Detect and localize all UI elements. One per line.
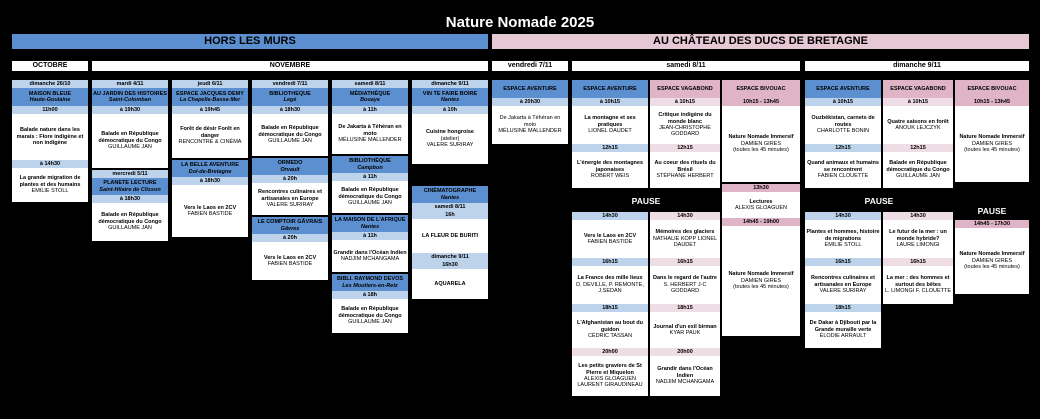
event-card[interactable] bbox=[883, 220, 953, 258]
event-title: Grandir dans l'Océan Indien bbox=[657, 366, 713, 379]
time-slot: à 10h bbox=[412, 106, 488, 114]
venue-name: LA MAISON DE L'AFRIQUE bbox=[334, 217, 406, 224]
event-card[interactable] bbox=[650, 220, 720, 258]
event-speaker: CÉDRIC TASSAN bbox=[587, 333, 633, 340]
event-title: Mémoires des glaciers bbox=[655, 229, 715, 236]
time-slot: à 10h15 bbox=[883, 98, 953, 106]
time-slot: à 10h15 bbox=[650, 98, 720, 106]
event-title: De Jakarta à Téhéran en moto bbox=[338, 124, 402, 137]
event-title: Ouzbékistan, carnets de routes bbox=[811, 115, 875, 128]
event-card[interactable] bbox=[252, 114, 328, 156]
time-slot: à 18h30 bbox=[172, 177, 248, 185]
venue-place: Haute-Goulaine bbox=[29, 97, 71, 103]
venue-place: Dol-de-Bretagne bbox=[188, 168, 232, 175]
event-card[interactable] bbox=[572, 152, 648, 188]
day-label: dimanche 26/10 bbox=[12, 80, 88, 88]
band-chateau: AU CHÂTEAU DES DUCS DE BRETAGNE bbox=[492, 34, 1029, 49]
column-sun-aventure-pm bbox=[805, 212, 881, 348]
event-speaker: ROBERT WEIS bbox=[590, 173, 630, 180]
venue-block: ESPACE BIVOUAC bbox=[955, 80, 1029, 98]
event-title: Balade en République démocratique du Congo bbox=[98, 131, 162, 144]
event-title: Balade en République démocratique du Congo bbox=[338, 306, 402, 319]
event-card[interactable] bbox=[252, 242, 328, 280]
venue-block bbox=[332, 156, 408, 173]
venue-block: ESPACE VAGABOND bbox=[883, 80, 953, 98]
event-title: L'énergie des montagnes japonaises bbox=[576, 160, 644, 173]
column-chateau-friday bbox=[492, 80, 568, 144]
event-speaker: NATHALIE KOPP LIONEL DAUDET bbox=[652, 235, 718, 249]
column-sat-vagabond bbox=[650, 80, 720, 188]
time-slot: à 10h15 bbox=[572, 98, 648, 106]
venue-name: ESPACE JACQUES DEMY bbox=[176, 90, 244, 97]
event-card[interactable] bbox=[252, 183, 328, 215]
event-card[interactable] bbox=[332, 299, 408, 333]
event-card[interactable] bbox=[172, 114, 248, 158]
day-label: dimanche 9/11 bbox=[412, 253, 488, 261]
event-title: Le futur de la mer : un monde hybride? bbox=[889, 229, 947, 242]
time-slot: 10h15 - 13h45 bbox=[722, 98, 800, 106]
event-title: LA FLEUR DE BURITI bbox=[421, 232, 478, 239]
event-card[interactable] bbox=[650, 152, 720, 188]
time-slot: 20h00 bbox=[650, 348, 720, 356]
event-speaker: ÉLODIE ARRAULT bbox=[819, 333, 867, 340]
venue-name: PLANETE LECTURE bbox=[103, 180, 157, 187]
venue-name: LA BELLE AVENTURE bbox=[181, 162, 239, 169]
event-title: Forêt de désir Forêt en danger bbox=[180, 126, 240, 139]
event-title: Rencontres culinaires et artisanales en Europe bbox=[258, 189, 322, 202]
venue-block bbox=[252, 217, 328, 234]
column-sunday bbox=[412, 80, 488, 299]
event-title: La mer : des hommes et surtout des bêtes bbox=[886, 275, 950, 288]
venue-block bbox=[172, 88, 248, 106]
column-sun-aventure bbox=[805, 80, 881, 188]
event-speaker: D. DEVILLE, P. REMONTE, J.SEDAN bbox=[576, 281, 644, 295]
time-slot: 16h15 bbox=[572, 258, 648, 266]
time-slot: 18h15 bbox=[650, 304, 720, 312]
event-title: Cuisine hongroise bbox=[426, 129, 474, 136]
venue-block bbox=[412, 88, 488, 106]
venue-block: ESPACE BIVOUAC bbox=[722, 80, 800, 98]
event-speaker: LAURE LIMONGI bbox=[896, 242, 940, 249]
day-label: jeudi 6/11 bbox=[172, 80, 248, 88]
venue-place: Campbon bbox=[357, 164, 383, 171]
event-speaker: FABIEN BASTIDE bbox=[187, 211, 233, 217]
column-sat-aventure bbox=[572, 80, 648, 188]
header-samedi: samedi 8/11 bbox=[572, 61, 800, 71]
day-label: vendredi 7/11 bbox=[252, 80, 328, 88]
time-slot: 14h45 - 19h00 bbox=[722, 218, 800, 226]
time-slot: à 20h30 bbox=[492, 98, 568, 106]
event-title: AQUARELA bbox=[434, 280, 466, 287]
event-speaker: VALERE SURIRAY bbox=[266, 202, 314, 209]
event-title: Les petits graviers de St Pierre et Miquelon bbox=[578, 363, 642, 376]
column-sat-vagabond-pm bbox=[650, 212, 720, 396]
event-speaker: GUILLAUME JAN bbox=[268, 138, 312, 145]
page-title: Nature Nomade 2025 bbox=[445, 14, 595, 31]
venue-place: Nantes bbox=[360, 223, 380, 230]
time-slot: 16h15 bbox=[805, 258, 881, 266]
event-title: Dans le regard de l'autre bbox=[653, 275, 717, 282]
time-slot: à 18h30 bbox=[252, 106, 328, 114]
time-slot: à 11h bbox=[332, 173, 408, 181]
event-card[interactable] bbox=[412, 219, 488, 253]
time-slot: à 11h bbox=[332, 106, 408, 114]
event-card[interactable] bbox=[805, 106, 881, 144]
venue-name: VIN TE FAIRE BOIRE bbox=[422, 90, 478, 97]
event-speaker: NADJIM MCHANGAMA bbox=[340, 256, 400, 262]
venue-block: ESPACE AVENTURE bbox=[805, 80, 881, 98]
event-title: Nature Nomade Immersif bbox=[728, 134, 794, 141]
event-speaker: VALERE SURIRAY bbox=[819, 288, 867, 295]
event-card[interactable] bbox=[650, 356, 720, 396]
event-speaker: RENCONTRE & CINÉMA bbox=[178, 139, 242, 146]
event-title: De Dakar à Djibouti par la Grande muraille verte bbox=[809, 320, 877, 333]
venue-block bbox=[92, 178, 168, 195]
event-card[interactable] bbox=[172, 185, 248, 237]
column-friday bbox=[252, 80, 328, 280]
event-card[interactable] bbox=[805, 220, 881, 258]
header-octobre: OCTOBRE bbox=[12, 61, 88, 71]
event-speaker: DAMIEN GIRES bbox=[740, 277, 782, 284]
event-card[interactable] bbox=[12, 114, 88, 160]
event-title: La montagne et ses pratiques bbox=[584, 115, 636, 128]
venue-name: BIBLIOTHÈQUE bbox=[349, 158, 391, 165]
event-card[interactable] bbox=[883, 266, 953, 304]
time-slot: 14h30 bbox=[883, 212, 953, 220]
venue-block bbox=[252, 88, 328, 106]
column-sun-vagabond-pm bbox=[883, 212, 953, 304]
event-speaker: FABIEN BASTIDE bbox=[267, 261, 313, 267]
event-card[interactable] bbox=[412, 114, 488, 164]
event-note: (toutes les 45 minutes) bbox=[964, 147, 1020, 154]
time-slot: à 18h bbox=[332, 291, 408, 299]
event-title: Nature Nomade Immersif bbox=[959, 134, 1025, 141]
event-speaker: LIONEL DAUDET bbox=[588, 128, 632, 135]
venue-place: Gâvres bbox=[280, 225, 300, 232]
time-slot: 14h45 - 17h30 bbox=[955, 220, 1029, 228]
time-slot: 12h15 bbox=[805, 144, 881, 152]
event-card[interactable] bbox=[722, 192, 800, 218]
event-title: Grandir dans l'Océan Indien bbox=[333, 249, 407, 256]
event-title: Vers le Laos en 2CV bbox=[183, 204, 237, 211]
event-card[interactable] bbox=[955, 106, 1029, 182]
event-title: Balade en République démocratique du Congo bbox=[338, 187, 402, 200]
event-speaker: MÉLUSINE MALLENDER bbox=[498, 128, 562, 135]
venue-block bbox=[412, 186, 488, 203]
venue-place: Bouaye bbox=[360, 97, 380, 103]
event-card[interactable] bbox=[650, 312, 720, 348]
day-label: samedi 8/11 bbox=[332, 80, 408, 88]
venue-block bbox=[172, 160, 248, 177]
event-speaker: CHARLOTTE BONIN bbox=[816, 128, 870, 135]
column-sat-aventure-pm bbox=[572, 212, 648, 396]
event-title: Au coeur des rituels du Brésil bbox=[654, 160, 716, 173]
event-card[interactable] bbox=[572, 356, 648, 396]
time-slot: à 19h45 bbox=[172, 106, 248, 114]
time-slot: 18h15 bbox=[805, 304, 881, 312]
event-title: Quand animaux et humains se rencontrent bbox=[807, 160, 879, 173]
event-title: Nature Nomade Immersif bbox=[959, 251, 1025, 258]
venue-block: ESPACE AVENTURE bbox=[492, 80, 568, 98]
pause-label-sunday-bivouac: PAUSE bbox=[977, 206, 1007, 216]
venue-place: Saint-Hilaire de Clisson bbox=[99, 186, 161, 193]
header-vendredi: vendredi 7/11 bbox=[492, 61, 568, 71]
event-card[interactable] bbox=[92, 203, 168, 241]
venue-place: Saint-Colomban bbox=[108, 97, 152, 103]
column-tuesday bbox=[92, 80, 168, 241]
venue-name: MAISON BLEUE bbox=[28, 90, 72, 97]
venue-block bbox=[332, 88, 408, 106]
time-slot: 14h30 bbox=[805, 212, 881, 220]
event-speaker: JEAN-CHRISTOPHE GODDARD bbox=[659, 125, 711, 138]
venue-place: La Chapelle-Basse-Mer bbox=[179, 97, 241, 103]
event-subtitle: (atelier) bbox=[440, 135, 460, 142]
event-speaker: FABIEN BASTIDE bbox=[587, 239, 633, 245]
time-slot: 12h15 bbox=[650, 144, 720, 152]
event-speaker: GUILLAUME JAN bbox=[348, 319, 392, 326]
venue-block: ESPACE VAGABOND bbox=[650, 80, 720, 98]
event-title: Rencontres culinaires et artisanales en Europe bbox=[811, 275, 875, 288]
event-title: Critique indigène du monde blanc bbox=[658, 112, 712, 125]
day-label: mercredi 5/11 bbox=[92, 170, 168, 178]
event-speaker: GUILLAUME JAN bbox=[108, 225, 152, 232]
venue-place: Les Moutiers-en-Retz bbox=[342, 282, 398, 289]
pause-label-sunday: PAUSE bbox=[864, 196, 894, 206]
column-october bbox=[12, 80, 88, 202]
event-title: Quatre saisons en forêt bbox=[887, 118, 949, 125]
time-slot: à 18h30 bbox=[92, 195, 168, 203]
venue-place: Legé bbox=[283, 97, 297, 103]
event-title: Balade en République démocratique du Congo bbox=[886, 160, 950, 173]
day-label: dimanche 9/11 bbox=[412, 80, 488, 88]
venue-name: ORMEDO bbox=[277, 160, 303, 167]
event-card[interactable] bbox=[492, 106, 568, 144]
event-speaker: NADJIM MCHANGAMA bbox=[655, 379, 715, 386]
event-card[interactable] bbox=[572, 266, 648, 304]
venue-block bbox=[12, 88, 88, 106]
venue-place: Nantes bbox=[440, 97, 460, 103]
event-speaker: FABIEN CLOUETTE bbox=[817, 173, 869, 180]
event-card[interactable] bbox=[332, 114, 408, 154]
time-slot: 18h15 bbox=[572, 304, 648, 312]
event-card[interactable] bbox=[650, 106, 720, 144]
event-speaker: L. LIMONGI F. CLOUETTE bbox=[884, 288, 951, 295]
event-title: Vers le Laos en 2CV bbox=[583, 232, 637, 239]
time-slot: 13h30 bbox=[722, 184, 800, 192]
venue-name: MÉDIATHÈQUE bbox=[349, 90, 391, 97]
time-slot: 16h15 bbox=[883, 258, 953, 266]
event-speaker: DAMIEN GIRES bbox=[971, 140, 1013, 147]
venue-block bbox=[332, 274, 408, 291]
event-card[interactable] bbox=[805, 152, 881, 188]
event-card[interactable] bbox=[722, 106, 800, 182]
venue-place: Nantes bbox=[440, 194, 460, 201]
time-slot: à 20h bbox=[252, 234, 328, 242]
event-speaker: ALEXIS GLOAGUEN bbox=[735, 205, 787, 211]
time-slot: 20h00 bbox=[572, 348, 648, 356]
time-slot: 16h15 bbox=[650, 258, 720, 266]
time-slot: 14h30 bbox=[650, 212, 720, 220]
event-title: Nature Nomade Immersif bbox=[728, 271, 794, 278]
event-card[interactable] bbox=[572, 220, 648, 258]
event-speaker: EMILIE STOLL bbox=[31, 188, 69, 195]
venue-name: LE COMPTOIR GÂVRAIS bbox=[257, 219, 323, 226]
time-slot: 14h30 bbox=[572, 212, 648, 220]
venue-block bbox=[92, 88, 168, 106]
event-speaker: KYAR PAUK bbox=[669, 330, 701, 336]
event-note: (toutes les 45 minutes) bbox=[733, 284, 789, 291]
event-title: La France des mille lieux bbox=[577, 275, 643, 282]
column-sun-vagabond bbox=[883, 80, 953, 188]
event-speaker: ALEXIS GLOAGUEN LAURENT GIRAUDINEAU bbox=[577, 376, 643, 389]
event-title: Plantes et hommes, histoire de migrations bbox=[806, 229, 880, 242]
event-card[interactable] bbox=[412, 269, 488, 299]
venue-name: CINÉMATOGRAPHE bbox=[423, 188, 477, 195]
header-novembre: NOVEMBRE bbox=[92, 61, 488, 71]
event-card[interactable] bbox=[332, 240, 408, 272]
event-title: Lectures bbox=[749, 198, 773, 205]
venue-block bbox=[332, 215, 408, 232]
event-card[interactable] bbox=[92, 114, 168, 168]
event-speaker: GUILLAUME JAN bbox=[348, 200, 392, 207]
header-dimanche: dimanche 9/11 bbox=[805, 61, 1029, 71]
event-title: La grande migration de plantes et des humains bbox=[19, 175, 81, 188]
time-slot: à 14h30 bbox=[12, 160, 88, 168]
event-speaker: STÉPHANE HERBERT bbox=[656, 173, 714, 180]
event-title: Balade en République démocratique du Congo bbox=[98, 212, 162, 225]
event-card[interactable] bbox=[650, 266, 720, 304]
column-saturday bbox=[332, 80, 408, 333]
event-card[interactable] bbox=[955, 228, 1029, 294]
event-speaker: MÉLUSINE MALLENDER bbox=[338, 137, 402, 144]
time-slot: 11h00 bbox=[12, 106, 88, 114]
event-card[interactable] bbox=[572, 312, 648, 348]
column-sun-bivouac bbox=[955, 80, 1029, 182]
event-speaker: ANOUK LEJCZYK bbox=[895, 125, 941, 131]
column-sun-bivouac-pm bbox=[955, 220, 1029, 294]
venue-block: ESPACE AVENTURE bbox=[572, 80, 648, 98]
event-speaker: VALERE SURIRAY bbox=[426, 142, 474, 149]
event-note: (toutes les 45 minutes) bbox=[964, 264, 1020, 271]
venue-name: AU JARDIN DES HISTOIRES bbox=[93, 90, 167, 97]
event-speaker: DAMIEN GIRES bbox=[971, 257, 1013, 264]
time-slot: à 20h bbox=[252, 175, 328, 183]
time-slot: à 19h30 bbox=[92, 106, 168, 114]
event-card[interactable] bbox=[332, 181, 408, 213]
event-speaker: S. HERBERT J-C GODDARD bbox=[663, 281, 707, 295]
band-hors-les-murs: HORS LES MURS bbox=[12, 34, 488, 49]
event-speaker: EMILIE STOLL bbox=[824, 242, 862, 249]
event-card[interactable] bbox=[12, 168, 88, 202]
event-speaker: GUILLAUME JAN bbox=[896, 173, 940, 180]
event-title: Balade nature dans les marais : Flore indigène et non indigène bbox=[16, 127, 84, 147]
venue-place: Orvault bbox=[280, 166, 300, 173]
time-slot: à 11h bbox=[332, 232, 408, 240]
time-slot: à 10h15 bbox=[805, 98, 881, 106]
day-label: mardi 4/11 bbox=[92, 80, 168, 88]
event-title: Balade en République démocratique du Congo bbox=[258, 125, 322, 138]
time-slot: 10h15 - 13h45 bbox=[955, 98, 1029, 106]
day-label: samedi 8/11 bbox=[412, 203, 488, 211]
venue-block bbox=[252, 158, 328, 175]
event-note: (toutes les 45 minutes) bbox=[733, 147, 789, 154]
event-speaker: DAMIEN GIRES bbox=[740, 140, 782, 147]
column-sat-bivouac bbox=[722, 80, 800, 336]
time-slot: 12h15 bbox=[883, 144, 953, 152]
event-card[interactable] bbox=[883, 152, 953, 188]
event-card[interactable] bbox=[722, 226, 800, 336]
pause-label-saturday: PAUSE bbox=[631, 196, 661, 206]
venue-name: BIBLI. RAYMOND DEVOS bbox=[336, 276, 404, 283]
event-title: L'Afghanistan au bout du guidon bbox=[576, 320, 644, 333]
event-title: De Jakarta à Téhéran en moto bbox=[499, 115, 561, 128]
event-speaker: GUILLAUME JAN bbox=[108, 144, 152, 151]
event-title: Journal d'un exil birman bbox=[653, 323, 717, 330]
time-slot: 16h30 bbox=[412, 261, 488, 269]
event-card[interactable] bbox=[572, 106, 648, 144]
event-card[interactable] bbox=[805, 266, 881, 304]
event-card[interactable] bbox=[883, 106, 953, 144]
time-slot: 16h bbox=[412, 211, 488, 219]
venue-name: BIBLIOTHEQUE bbox=[269, 90, 311, 97]
time-slot: 12h15 bbox=[572, 144, 648, 152]
event-title: Vers le Laos en 2CV bbox=[263, 254, 317, 261]
event-card[interactable] bbox=[805, 312, 881, 348]
column-thursday bbox=[172, 80, 248, 237]
